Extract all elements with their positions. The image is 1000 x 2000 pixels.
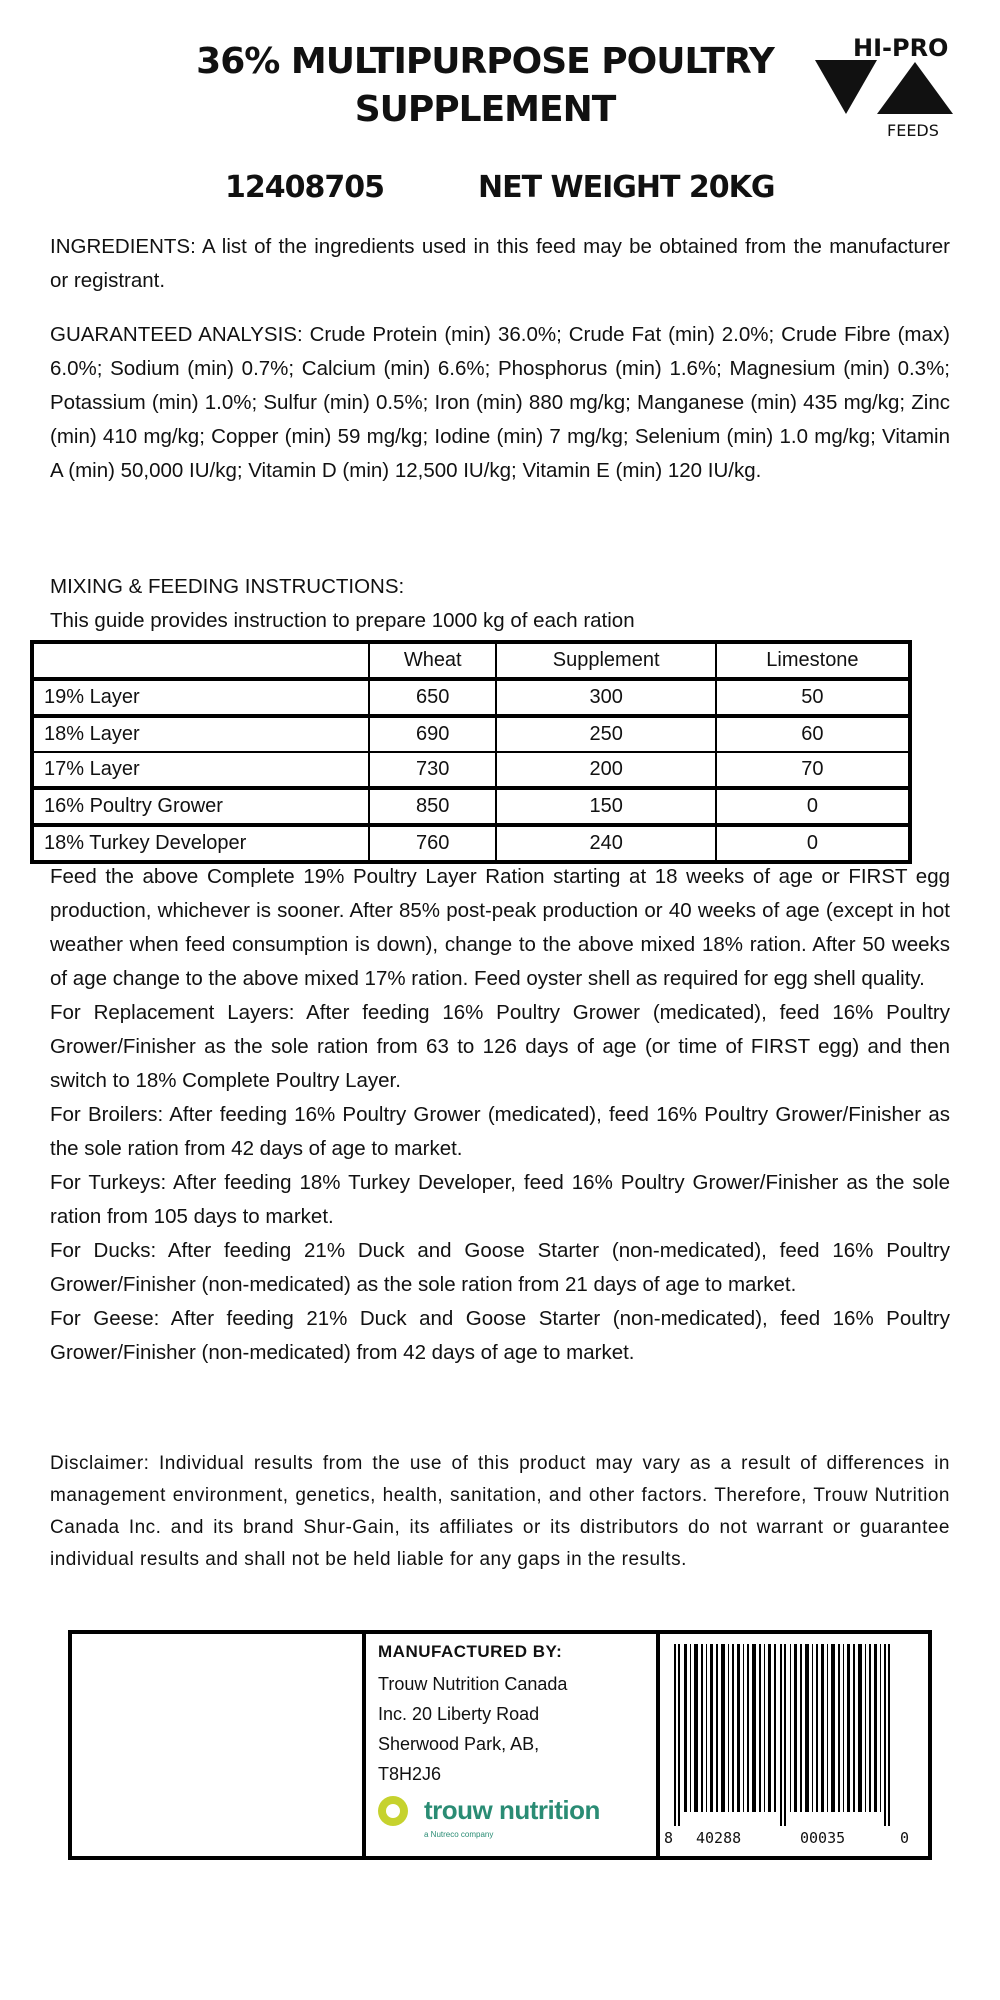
feeding-paragraph-turkeys: For Turkeys: After feeding 18% Turkey Developer, feed 16% Poultry Grower/Finisher as the sole ration from 105 days to market. — [50, 1171, 950, 1228]
feeding-paragraph-geese: For Geese: After feeding 21% Duck and Goose Starter (non-medicated), feed 16% Poultry Grower/Finisher (non-medicated) from 42 days of age to market. — [50, 1307, 950, 1364]
disclaimer-text: Disclaimer: Individual results from the use of this product may vary as a result of differences in management environment, genetics, health, sanitation, and other factors. Therefore, Trouw Nutrition Canada Inc. and its brand Shur-Gain, its affiliates or its distributors do not warrant or guarantee individual results and shall not be held liable for any gaps in the results. — [50, 1453, 950, 1570]
ration-table — [30, 640, 912, 864]
wheat-value: 760 — [369, 825, 496, 862]
mixing-heading: MIXING & FEEDING INSTRUCTIONS: — [50, 575, 405, 598]
table-row — [32, 716, 910, 752]
feeding-paragraph-replacement: For Replacement Layers: After feeding 16% Poultry Grower (medicated), feed 16% Poultry Grower/Finisher as the sole ration from 63 to 126 days of age (or time of FIRST egg) and then switch to 18% Complete Poultry Layer. — [50, 1001, 950, 1092]
limestone-value: 60 — [716, 716, 910, 752]
ration-name: 17% Layer — [32, 752, 369, 788]
trouw-logo-text: trouw nutrition — [424, 1795, 600, 1825]
feeding-paragraph-ducks: For Ducks: After feeding 21% Duck and Goose Starter (non-medicated), feed 16% Poultry Grower/Finisher (non-medicated) as the sole ration from 21 days of age to market. — [50, 1239, 950, 1296]
product-title-line1: 36% MULTIPURPOSE POULTRY — [196, 41, 774, 82]
manufacturer-line: Trouw Nutrition Canada — [378, 1674, 568, 1694]
manufacturer-info — [366, 1634, 660, 1856]
table-row — [32, 825, 910, 862]
wheat-value: 730 — [369, 752, 496, 788]
product-title-line2: SUPPLEMENT — [354, 89, 616, 130]
barcode-digit: 8 — [664, 1829, 674, 1847]
feeding-paragraph-broilers: For Broilers: After feeding 16% Poultry Grower (medicated), feed 16% Poultry Grower/Finisher as the sole ration from 42 days of age to market. — [50, 1103, 950, 1160]
ration-name: 18% Turkey Developer — [32, 825, 369, 862]
feeding-paragraph-layers: Feed the above Complete 19% Poultry Layer Ration starting at 18 weeks of age or FIRST egg production, whichever is sooner. After 85% post-peak production or 40 weeks of age (except in hot weather when feed consumption is down), change to the above mixed 18% ration. After 50 weeks of age change to the above mixed 17% ration. Feed oyster shell as required for egg shell quality. — [50, 865, 950, 990]
ration-table-header — [32, 642, 910, 679]
blank-panel — [72, 1634, 366, 1856]
ration-name: 16% Poultry Grower — [32, 788, 369, 825]
guaranteed-analysis-text: GUARANTEED ANALYSIS: Crude Protein (min) 36.0%; Crude Fat (min) 2.0%; Crude Fibre (max) 6.0%; Sodium (min) 0.7%; Calcium (min) 6.6%; Phosphorus (min) 1.6%; Magnesium (min) 0.3%; Potassium (min) 1.0%; Sulfur (min) 0.5%; Iron (min) 880 mg/kg; Manganese (min) 435 mg/kg; Zinc (min) 410 mg/kg; Copper (min) 59 mg/kg; Iodine (min) 7 mg/kg; Selenium (min) 1.0 mg/kg; Vitamin A (min) 50,000 IU/kg; Vitamin D (min) 12,500 IU/kg; Vitamin E (min) 120 IU/kg. — [50, 323, 950, 482]
limestone-value: 50 — [716, 679, 910, 716]
limestone-value: 0 — [716, 825, 910, 862]
ration-name: 18% Layer — [32, 716, 369, 752]
table-row — [32, 679, 910, 716]
product-title — [150, 38, 820, 134]
manufacturer-label: MANUFACTURED BY: — [378, 1642, 563, 1661]
manufacturer-line: Inc. 20 Liberty Road — [378, 1704, 540, 1724]
trouw-logo-icon — [378, 1796, 408, 1826]
barcode-digit: 00035 — [800, 1829, 846, 1847]
net-weight: NET WEIGHT 20KG — [478, 170, 775, 205]
supplement-value: 300 — [496, 679, 715, 716]
header-cell-supplement: Supplement — [496, 642, 715, 679]
wheat-value: 850 — [369, 788, 496, 825]
feeding-instructions — [50, 860, 950, 1370]
ingredients-text: INGREDIENTS: A list of the ingredients used in this feed may be obtained from the manufacturer or registrant. — [50, 235, 950, 292]
mixing-guide: This guide provides instruction to prepare 1000 kg of each ration — [50, 609, 635, 632]
manufacturer-box — [68, 1630, 932, 1860]
wheat-value: 650 — [369, 679, 496, 716]
header-cell-blank — [32, 642, 369, 679]
supplement-value: 150 — [496, 788, 715, 825]
ration-name: 19% Layer — [32, 679, 369, 716]
manufacturer-line: Sherwood Park, AB, — [378, 1734, 540, 1754]
manufacturer-line: T8H2J6 — [378, 1764, 442, 1784]
trouw-logo-tagline: a Nutreco company — [424, 1830, 494, 1839]
table-row — [32, 788, 910, 825]
hi-pro-logo — [815, 32, 955, 142]
barcode-icon — [670, 1644, 918, 1826]
table-row — [32, 752, 910, 788]
wheat-value: 690 — [369, 716, 496, 752]
logo-text-bottom: FEEDS — [887, 121, 939, 140]
supplement-value: 250 — [496, 716, 715, 752]
limestone-value: 0 — [716, 788, 910, 825]
supplement-value: 200 — [496, 752, 715, 788]
product-code: 12408705 — [225, 170, 384, 205]
supplement-value: 240 — [496, 825, 715, 862]
trouw-nutrition-logo — [378, 1794, 638, 1839]
limestone-value: 70 — [716, 752, 910, 788]
triangle-logo-icon — [815, 32, 955, 142]
barcode-digit: 40288 — [696, 1829, 742, 1847]
logo-text-top: HI-PRO — [853, 34, 949, 62]
header-cell-limestone: Limestone — [716, 642, 910, 679]
header-cell-wheat: Wheat — [369, 642, 496, 679]
barcode-digit: 0 — [900, 1829, 910, 1847]
barcode — [660, 1634, 928, 1856]
